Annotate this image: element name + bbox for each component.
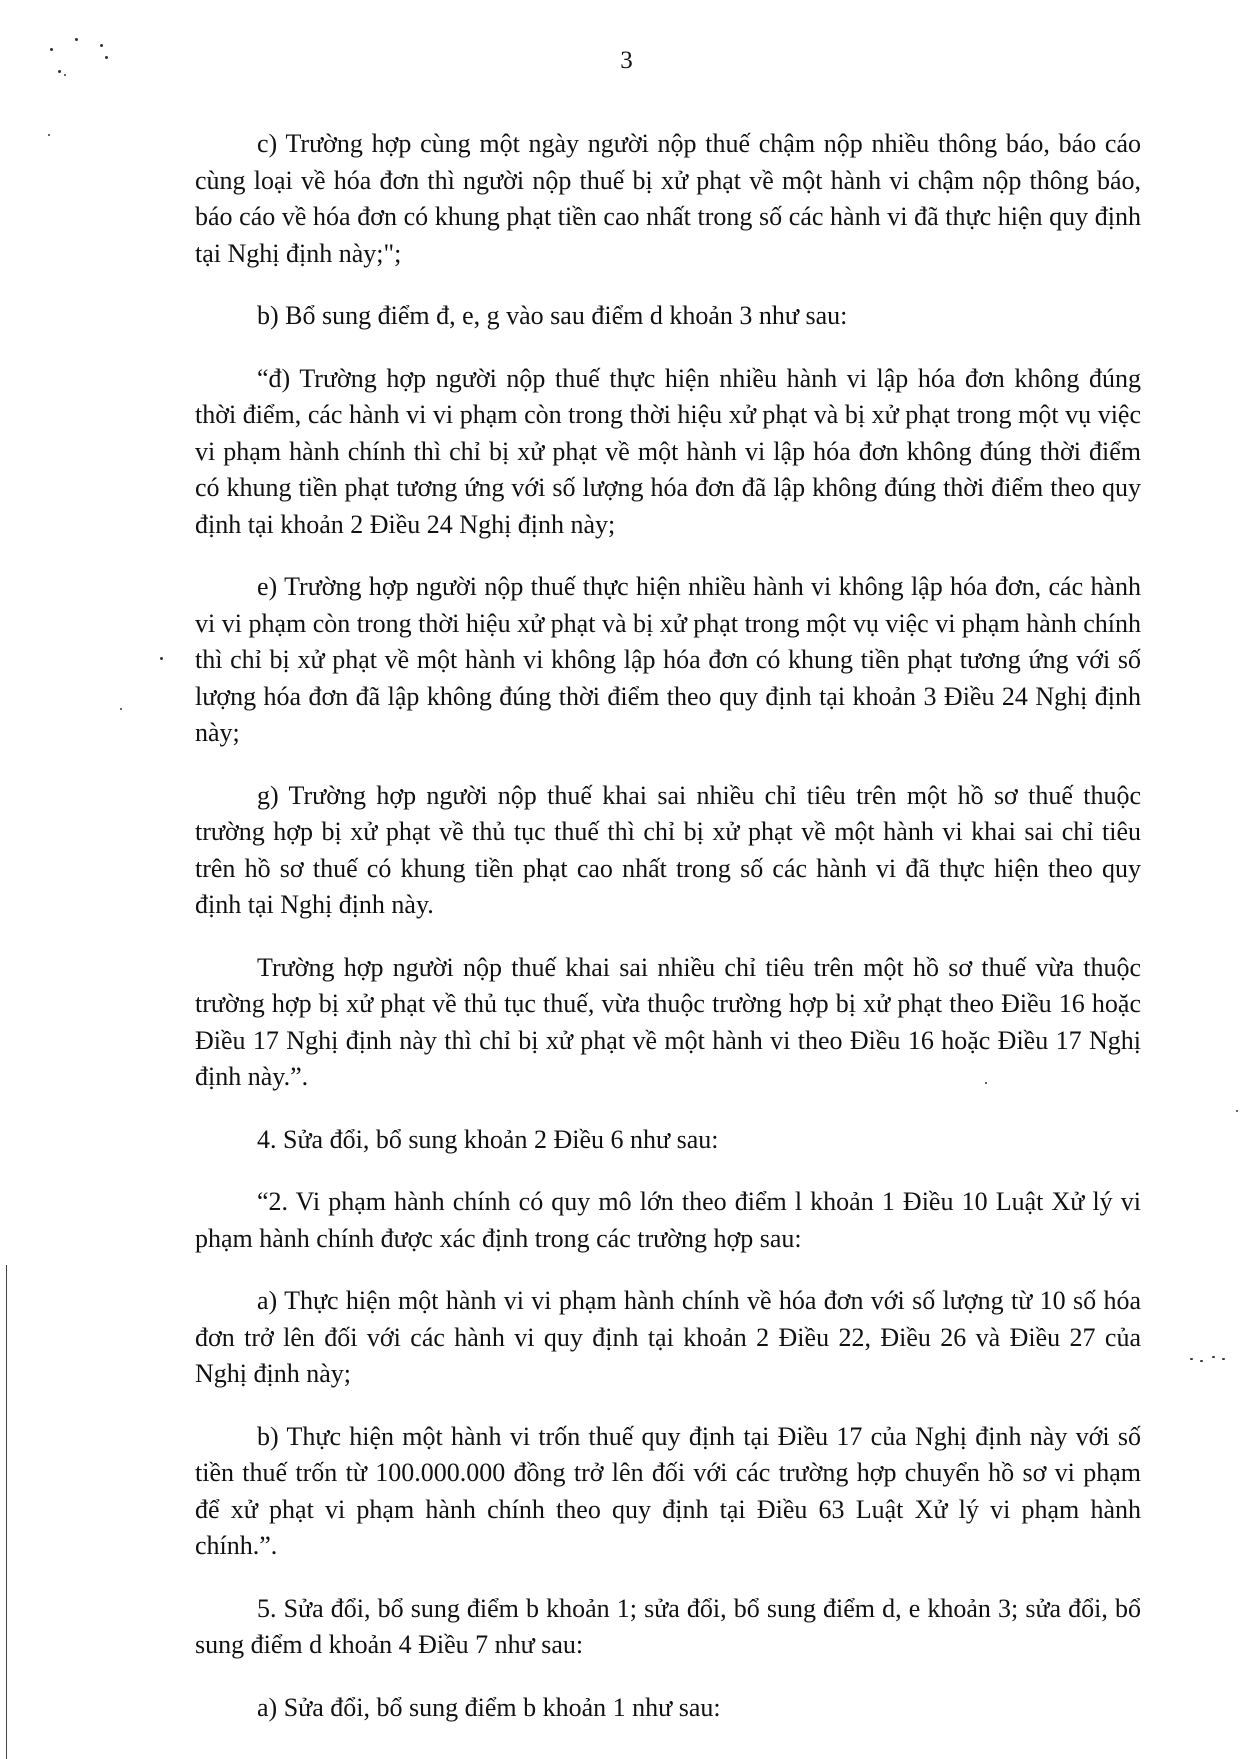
scan-speck	[1236, 1110, 1238, 1112]
scan-speck	[105, 56, 108, 59]
paragraph: 5. Sửa đổi, bổ sung điểm b khoản 1; sửa đổi, bổ sung điểm d, e khoản 3; sửa đổi, bổ sung điểm d khoản 4 Điều 7 như sau:	[195, 1593, 1141, 1659]
scan-speck	[48, 134, 50, 136]
scan-speck	[1190, 1358, 1193, 1360]
scan-speck	[1212, 1356, 1215, 1358]
page-number: 3	[620, 47, 633, 74]
paragraph: b) Thực hiện một hành vi trốn thuế quy định tại Điều 17 của Nghị định này với số tiền thuế trốn từ 100.000.000 đồng trở lên đối với các trường hợp chuyển hồ sơ vi phạm để xử phạt vi phạm hành chính theo quy định tại Điều 63 Luật Xử lý vi phạm hành chính.”.	[195, 1421, 1141, 1560]
paragraph: g) Trường hợp người nộp thuế khai sai nhiều chỉ tiêu trên một hồ sơ thuế thuộc trường hợp bị xử phạt về thủ tục thuế thì chỉ bị xử phạt về một hành vi khai sai chỉ tiêu trên hồ sơ thuế có khung tiền phạt cao nhất trong số các hành vi đã thực hiện theo quy định tại Nghị định này.	[195, 780, 1141, 919]
paragraph: “2. Vi phạm hành chính có quy mô lớn theo điểm l khoản 1 Điều 10 Luật Xử lý vi phạm hành chính được xác định trong các trường hợp sau:	[195, 1187, 1141, 1253]
scan-speck	[120, 708, 122, 710]
paragraph: 4. Sửa đổi, bổ sung khoản 2 Điều 6 như sau:	[257, 1124, 719, 1154]
scan-speck	[1200, 1360, 1203, 1362]
paragraph: c) Trường hợp cùng một ngày người nộp thuế chậm nộp nhiều thông báo, báo cáo cùng loại về hóa đơn thì người nộp thuế bị xử phạt về một hành vi chậm nộp thông báo, báo cáo về hóa đơn có khung phạt tiền cao nhất trong số các hành vi đã thực hiện quy định tại Nghị định này;";	[195, 129, 1141, 268]
document-body	[195, 126, 1141, 1752]
paragraph: e) Trường hợp người nộp thuế thực hiện nhiều hành vi không lập hóa đơn, các hành vi vi phạm còn trong thời hiệu xử phạt và bị xử phạt trong một vụ việc vi phạm hành chính thì chỉ bị xử phạt về một hành vi không lập hóa đơn có khung tiền phạt tương ứng với số lượng hóa đơn đã lập không đúng thời điểm theo quy định tại khoản 3 Điều 24 Nghị định này;	[195, 572, 1141, 747]
scan-speck	[1222, 1358, 1225, 1360]
paragraph: Trường hợp người nộp thuế khai sai nhiều chỉ tiêu trên một hồ sơ thuế vừa thuộc trường hợp bị xử phạt về thủ tục thuế, vừa thuộc trường hợp bị xử phạt theo Điều 16 hoặc Điều 17 Nghị định này thì chỉ bị xử phạt về một hành vi theo Điều 16 hoặc Điều 17 Nghị định này.”.	[195, 952, 1141, 1091]
paragraph: b) Bổ sung điểm đ, e, g vào sau điểm d khoản 3 như sau:	[257, 301, 848, 330]
scan-edge-line	[6, 1265, 7, 1759]
paragraph: a) Sửa đổi, bổ sung điểm b khoản 1 như sau:	[257, 1692, 721, 1722]
paragraph: “đ) Trường hợp người nộp thuế thực hiện nhiều hành vi lập hóa đơn không đúng thời điểm, các hành vi vi phạm còn trong thời hiệu xử phạt và bị xử phạt trong một vụ việc vi phạm hành chính thì chỉ bị xử phạt về một hành vi lập hóa đơn không đúng thời điểm có khung tiền phạt tương ứng với số lượng hóa đơn đã lập không đúng thời điểm theo quy định tại khoản 2 Điều 24 Nghị định này;	[195, 363, 1141, 539]
scan-speck	[100, 44, 103, 47]
scan-speck	[50, 48, 53, 51]
scan-speck	[160, 657, 163, 660]
scan-speck	[64, 74, 66, 76]
paragraph: a) Thực hiện một hành vi vi phạm hành chính về hóa đơn với số lượng từ 10 số hóa đơn trở lên đối với các hành vi quy định tại khoản 2 Điều 22, Điều 26 và Điều 27 của Nghị định này;	[195, 1286, 1141, 1388]
scan-speck	[985, 1082, 987, 1084]
scan-speck	[75, 38, 78, 41]
scan-speck	[58, 70, 61, 73]
